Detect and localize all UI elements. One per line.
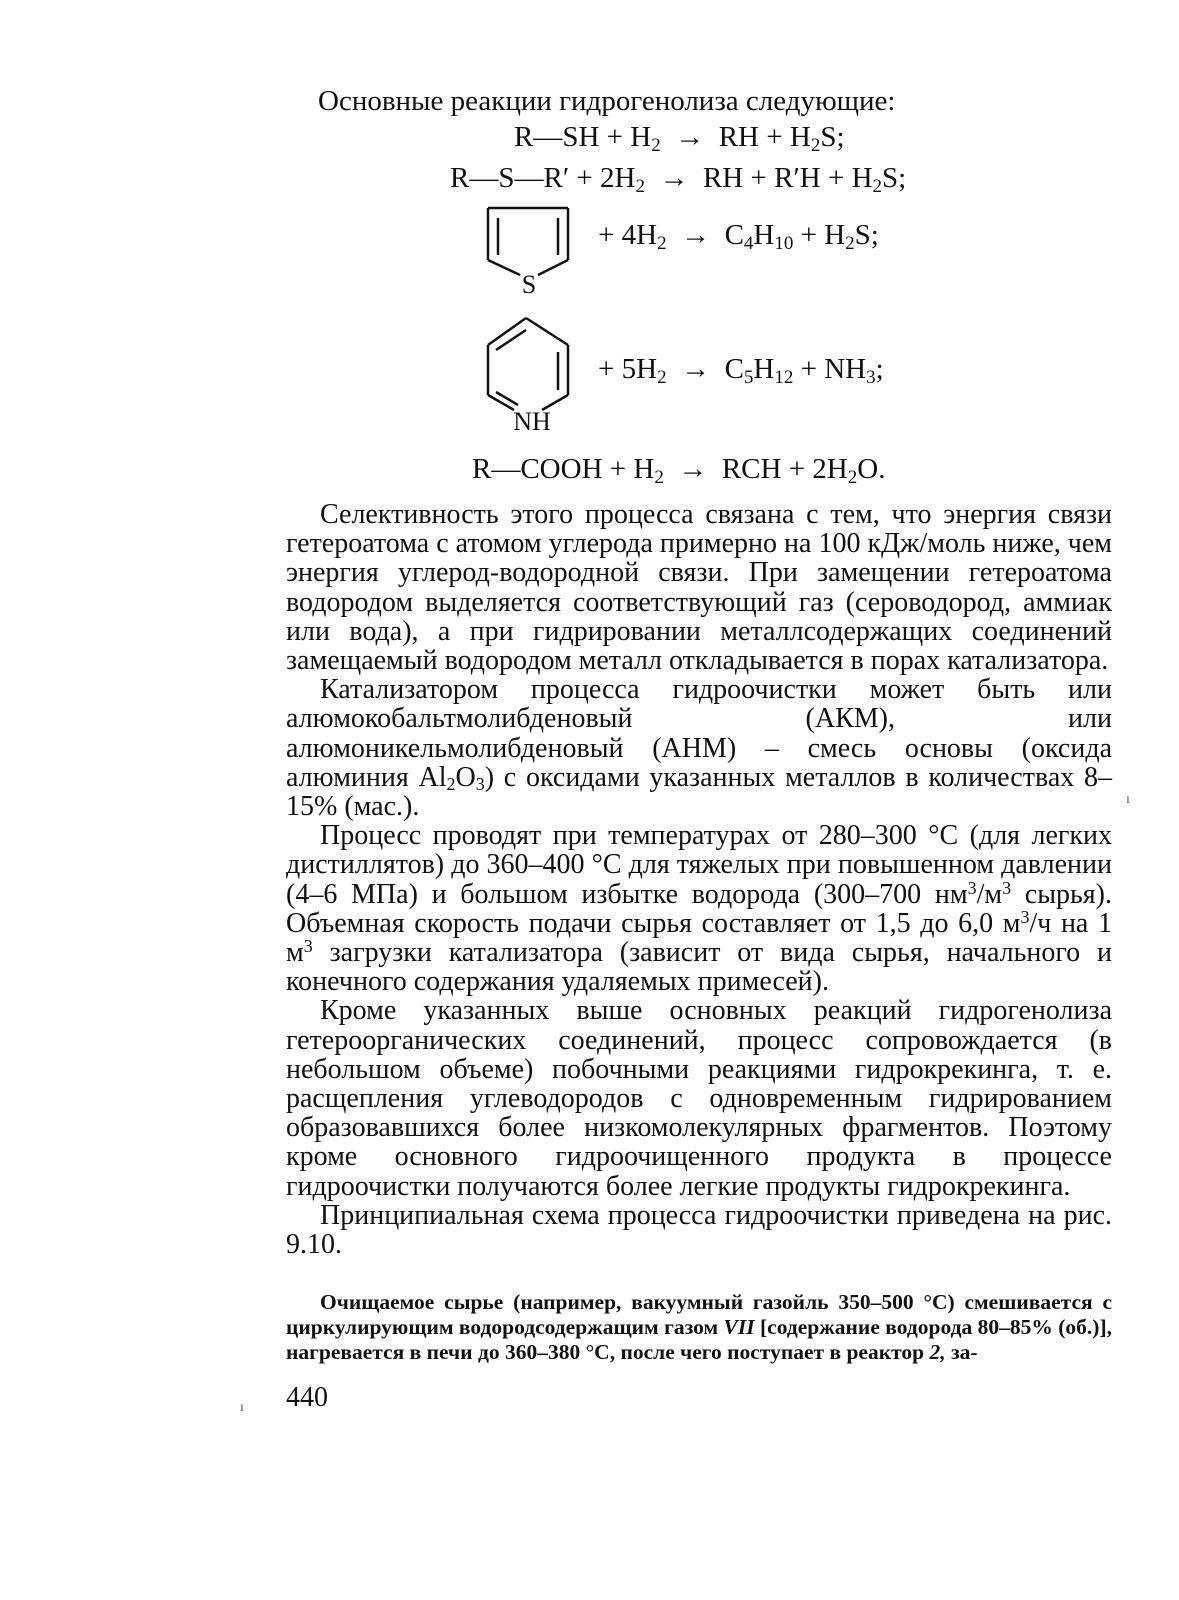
scan-mark: ı	[1126, 792, 1130, 807]
reaction-pyridine: + $5H_2 \to C_5H_{12} + NH_3$;	[598, 353, 884, 388]
reaction-thiol: R—SH + $H_2$ → RH + $H_2S$;	[514, 121, 845, 156]
reaction-sulfide: R—S—R′ + $2H_2$ → RH + $R'H + H_2S$;	[450, 162, 907, 197]
paragraph-side-reactions: Кроме указанных выше основных реакций гидрогенолиза гетероорганических соединений, процесс сопровождается (в небольшом объеме) побочными реакциями гидрокрекинга, т. е. расщепления углеводородов с одновременным гидрированием образовавшихся более низкомолекулярных фрагментов. Поэтому кроме основного гидроочищенного продукта в процессе гидроочистки получаются более легкие продукты гидрокрекинга.	[286, 995, 1112, 1202]
reaction-thiophene: + $4H_2 \to C_4H_{10} + H_2S$;	[598, 219, 879, 254]
paragraph-catalyst: Катализатором процесса гидроочистки может быть или алюмокобальтмолибденовый (АКМ), или алюмоникельмолибденовый (АНМ) – смесь основы (оксида алюминия $Al_2O_3$) с оксидами указанных металлов в количествах 8–15% (мас.).	[286, 674, 1112, 823]
dihydropyridine-structure	[478, 310, 588, 435]
paragraph-conditions: Процесс проводят при температурах от 280–300 °С (для легких дистиллятов) до 360–400 °С для тяжелых при повышенном давлении (4–6 МПа) и большом избытке водорода (300–700 $нм^3/м^3$ сырья). Объемная скорость подачи сырья составляет от 1,5 до 6,0 $м^3/ч$ на 1 $м^3$ загрузки катализатора (зависит от вида сырья, начального и конечного содержания удаляемых примесей).	[286, 820, 1112, 998]
thiophene-structure	[480, 200, 580, 300]
small-print-text: Очищаемое сырье (например, вакуумный газойль 350–500 °С) смешивается с циркулирующим водородсодержащим газом VII [содержание водорода 80–85% (об.)], нагревается в печи до 360–380 °С, после чего поступает в реактор 2, за-	[286, 1290, 1112, 1364]
ring-atom-nh: NH	[513, 407, 551, 435]
reaction-acid: R—COOH + $H_2$ → RCH + $2H_2O$.	[472, 453, 886, 488]
ring-atom-s: S	[521, 270, 537, 299]
intro-line: Основные реакции гидрогенолиза следующие:	[318, 85, 896, 117]
body-text	[286, 500, 1112, 1259]
page-number: 440	[286, 1382, 328, 1413]
scan-mark-2: ı	[240, 1400, 244, 1415]
paragraph-selectivity: Селективность этого процесса связана с тем, что энергия связи гетероатома с атомом углерода примерно на 100 кДж/моль ниже, чем энергия углерод-водородной связи. При замещении гетероатома водородом выделяется соответствующий газ (сероводород, аммиак или вода), а при гидрировании металлсодержащих соединений замещаемый водородом металл откладывается в порах катализатора.	[286, 499, 1112, 677]
paragraph-scheme-ref: Принципиальная схема процесса гидроочистки приведена на рис. 9.10.	[286, 1199, 1112, 1261]
